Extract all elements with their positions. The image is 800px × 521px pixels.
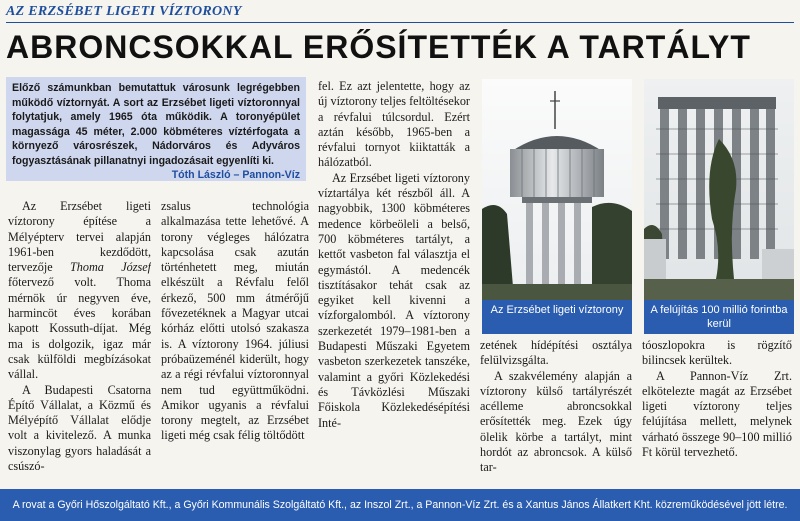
body-column-1 bbox=[8, 199, 151, 481]
lead-text: Előző számunkban bemutattuk városunk legrégebben működő víztornyát. A sort az Erzsébet ligeti víztoronnyal folytatjuk, amely 1965 óta működik. A toronyépület magassága 45 méter, 2.000 köbméteres víztérfogata a környező városrészek, Nádorváros és Adyváros fogyasztásának pillanatnyi ingadozásait egyenlíti ki. bbox=[12, 82, 300, 167]
section-kicker: AZ ERZSÉBET LIGETI VÍZTORONY bbox=[6, 4, 242, 19]
photo-caption-1: Az Erzsébet ligeti víztorony bbox=[482, 300, 632, 334]
paragraph: zsalus technológia alkalmazása tette lehetővé. A torony végleges hálózatra kapcsolása csak azután történhetett meg, miután elkészült a Révfalu felől érkező, 500 mm átmérőjű fővezetéknek a Magyar utcai kórház előtti utolsó szakasza is. A víztorony 1964. júliusi próbaüzeménél kiderült, hogy az a régi révfalui víztoronnyal nem tud együttműködni. Amikor ugyanis a révfalui torony megtelt, az Erzsébet ligeti még csak félig töltődött bbox=[161, 199, 309, 443]
lead-box bbox=[6, 77, 306, 181]
byline: Tóth László – Pannon-Víz bbox=[171, 169, 300, 181]
text-run: Az Erzsébet ligeti víztorony építése a Mélyépterv tervei alapján 1961-ben kezdődött, tervezője bbox=[8, 199, 151, 275]
photo-renovation bbox=[644, 79, 794, 334]
paragraph: tóoszlopokra is rögzítő bilincsek kerültek. bbox=[642, 338, 792, 368]
body-column-4 bbox=[480, 338, 632, 481]
body-column-3 bbox=[318, 79, 470, 481]
article-headline: ABRONCSOKKAL ERŐSÍTETTÉK A TARTÁLYT bbox=[6, 29, 751, 65]
paragraph bbox=[8, 199, 151, 383]
paragraph: A Budapesti Csatorna Építő Vállalat, a Közmű és Mélyépítő Vállalat elődje volt a kivitelező. A munka viszonylag gyors haladását a csúszó- bbox=[8, 382, 151, 474]
paragraph: A Pannon-Víz Zrt. elkötelezte magát az Erzsébet ligeti víztorony teljes felújítása mellett, melynek várható összege 90–100 millió Ft körül tervezhető. bbox=[642, 368, 792, 460]
designer-name: Thoma József bbox=[70, 260, 151, 275]
paragraph: A szakvélemény alapján a víztorony külső tartályrészét acélleme abroncsokkal erősítették meg. Ezek úgy ölelik körbe a tartályt, mint hordót az abroncsok. A külső tar- bbox=[480, 368, 632, 475]
body-column-5 bbox=[642, 338, 792, 481]
paragraph: zetének hídépítési osztálya felülvizsgálta. bbox=[480, 338, 632, 368]
paragraph: fel. Ez azt jelentette, hogy az új víztorony teljes feltöltésekor a révfalui túlcsordul. Ezért aztán később, 1965-ben a révfalui tornyot kiiktatták a hálózatból. bbox=[318, 79, 470, 170]
kicker-divider bbox=[6, 22, 794, 23]
text-run: főtervező volt. Thoma mérnök úr negyven éve, harmincöt éves korában kapott Kossuth-díjat. Még ma is dolgozik, igaz már csak külföldi megbízásokat vállal. bbox=[8, 275, 151, 382]
photo-caption-2: A felújítás 100 millió forintba kerül bbox=[644, 300, 794, 334]
body-column-2 bbox=[161, 199, 309, 481]
paragraph: Az Erzsébet ligeti víztorony víztartálya két részből áll. A nagyobbik, 1300 köbméteres medence körbeöleli a belső, 700 köbméteres tartályt, a kettőt vasbeton fal választja el egymástól. A medencék tisztításakor tehát csak az egyiket kell kivenni a vízforgalomból. A víztorony szerkezetét 1979–1981-ben a Budapesti Műszaki Egyetem vasbeton szerkezetek tanszéke, valamint a győri Közlekedési és Távközlési Műszaki Főiskola Közlekedésépítési Inté- bbox=[318, 170, 470, 430]
photo-water-tower bbox=[482, 79, 632, 334]
water-tower-image bbox=[482, 79, 632, 334]
scaffolded-tower-image bbox=[644, 79, 794, 334]
sponsor-footer: A rovat a Győri Hőszolgáltató Kft., a Győri Kommunális Szolgáltató Kft., az Inszol Zrt., a Pannon-Víz Zrt. és a Xantus János Állatkert Kht. közreműködésével jött létre. bbox=[0, 489, 800, 521]
